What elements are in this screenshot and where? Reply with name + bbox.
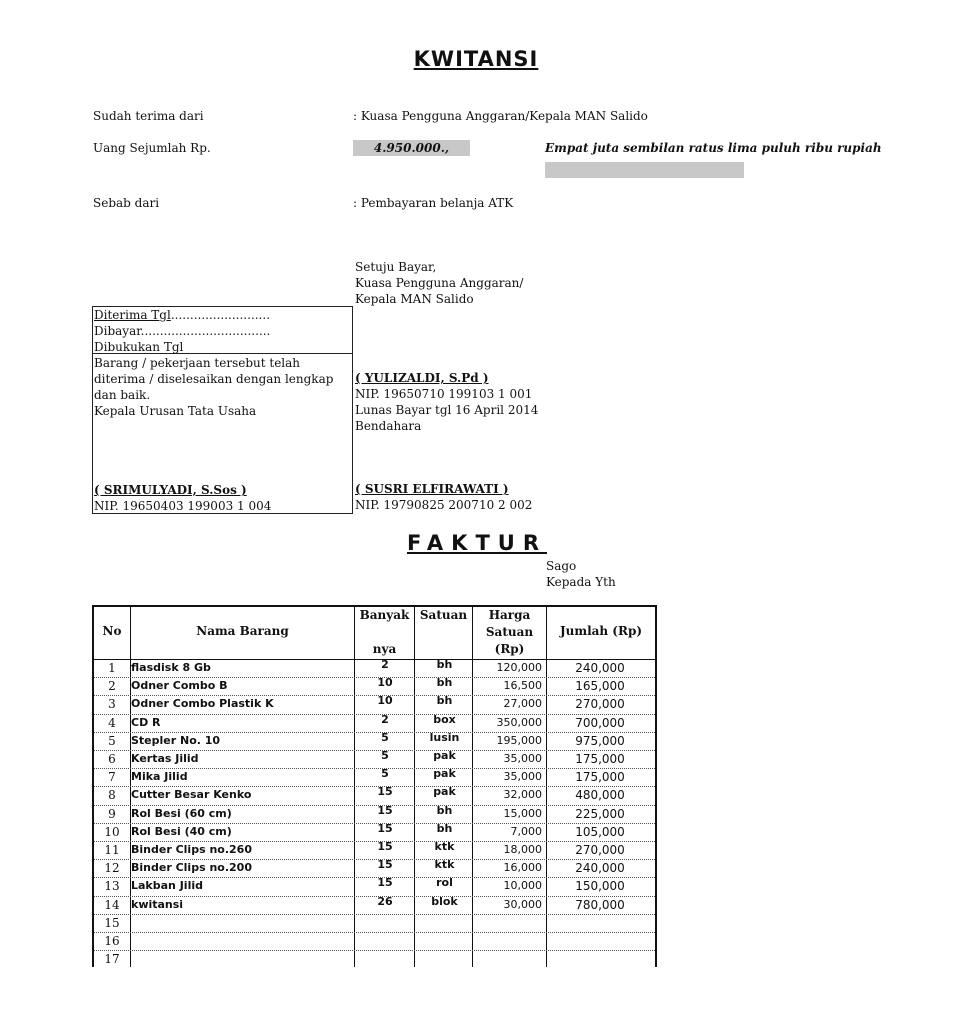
row-no: 8 xyxy=(108,788,116,803)
approver-name: ( YULIZALDI, S.Pd ) xyxy=(355,371,489,385)
received-date-row xyxy=(94,307,270,323)
row-no: 7 xyxy=(108,770,116,785)
row-no: 4 xyxy=(108,715,116,730)
row-total: 700,000 xyxy=(575,715,625,730)
row-unit: ktk xyxy=(434,840,455,853)
tata-usaha-name: ( SRIMULYADI, S.Sos ) xyxy=(94,483,247,497)
paid-row xyxy=(94,323,270,339)
purpose-value: : Pembayaran belanja ATK xyxy=(353,196,514,210)
row-qty: 10 xyxy=(377,694,393,708)
row-price: 15,000 xyxy=(503,806,542,820)
row-name: Binder Clips no.260 xyxy=(131,843,252,856)
row-price: 7,000 xyxy=(510,824,542,838)
row-qty: 15 xyxy=(377,785,393,799)
row-no: 3 xyxy=(108,697,116,712)
row-no: 15 xyxy=(104,915,120,930)
tata-usaha-nip: NIP. 19650403 199003 1 004 xyxy=(94,499,272,513)
row-no: 13 xyxy=(104,879,120,894)
row-qty: 5 xyxy=(381,767,389,781)
row-qty: 2 xyxy=(381,658,389,671)
amount-words-bar xyxy=(545,162,744,178)
row-unit: bh xyxy=(436,694,453,708)
row-unit: rol xyxy=(436,876,453,890)
box-note-1: Barang / pekerjaan tersebut telah xyxy=(94,356,301,370)
approve-line1: Setuju Bayar, xyxy=(355,260,437,274)
row-total: 780,000 xyxy=(575,897,625,912)
amount-value: 4.950.000., xyxy=(353,140,470,156)
kwitansi-title: KWITANSI xyxy=(413,47,539,71)
row-name: Rol Besi (60 cm) xyxy=(131,806,232,820)
row-total: 165,000 xyxy=(575,679,625,694)
faktur-place: Sago xyxy=(546,559,577,573)
purpose-label: Sebab dari xyxy=(93,196,160,210)
row-unit: bh xyxy=(436,658,453,671)
faktur-table xyxy=(92,605,657,967)
row-divider xyxy=(94,914,655,915)
row-total: 270,000 xyxy=(575,843,625,857)
header-price-3: (Rp) xyxy=(494,642,525,656)
row-qty: 5 xyxy=(381,749,389,762)
treasurer-title: Bendahara xyxy=(355,419,422,433)
row-unit: pak xyxy=(433,749,456,762)
row-no: 5 xyxy=(108,733,116,748)
received-from-value: : Kuasa Pengguna Anggaran/Kepala MAN Salido xyxy=(353,109,648,123)
paid-label: Dibayar xyxy=(94,324,141,338)
row-name: Kertas Jilid xyxy=(131,752,199,765)
row-qty: 15 xyxy=(377,876,393,890)
row-unit: box xyxy=(433,712,456,726)
row-price: 27,000 xyxy=(503,697,542,711)
row-price: 30,000 xyxy=(503,897,542,911)
row-qty: 5 xyxy=(381,730,389,744)
row-unit: pak xyxy=(433,767,456,781)
amount-label: Uang Sejumlah Rp. xyxy=(93,141,211,155)
row-no: 9 xyxy=(108,806,116,821)
row-qty: 15 xyxy=(377,840,393,853)
row-price: 120,000 xyxy=(496,661,542,674)
row-unit: ktk xyxy=(434,858,455,872)
header-no: No xyxy=(102,624,122,638)
row-total: 975,000 xyxy=(575,733,625,748)
row-qty: 2 xyxy=(381,712,389,726)
row-price: 32,000 xyxy=(503,788,542,802)
row-total: 240,000 xyxy=(575,661,625,675)
row-qty: 10 xyxy=(377,676,393,690)
row-qty: 15 xyxy=(377,821,393,835)
header-unit: Satuan xyxy=(419,608,468,622)
receipt-box xyxy=(92,306,353,514)
row-no: 14 xyxy=(104,897,120,912)
row-unit: lusin xyxy=(429,730,460,744)
row-price: 35,000 xyxy=(503,770,542,784)
row-name: Mika Jilid xyxy=(131,770,188,784)
box-note-4: Kepala Urusan Tata Usaha xyxy=(94,404,257,418)
row-price: 195,000 xyxy=(496,733,542,747)
row-no: 17 xyxy=(104,952,120,967)
amount-words: Empat juta sembilan ratus lima puluh ribu rupiah xyxy=(545,141,882,155)
row-name: CD R xyxy=(131,715,161,729)
row-total: 105,000 xyxy=(575,824,625,839)
row-total: 480,000 xyxy=(575,788,625,803)
row-no: 2 xyxy=(108,679,116,694)
row-unit: pak xyxy=(433,785,456,799)
paid-date: Lunas Bayar tgl 16 April 2014 xyxy=(355,403,539,417)
row-qty: 15 xyxy=(377,803,393,817)
row-total: 150,000 xyxy=(575,879,625,894)
row-total: 175,000 xyxy=(575,752,625,766)
row-no: 12 xyxy=(104,861,120,876)
row-divider xyxy=(94,932,655,933)
row-unit: blok xyxy=(431,894,458,908)
row-unit: bh xyxy=(436,676,453,690)
row-price: 16,000 xyxy=(503,861,542,875)
row-price: 16,500 xyxy=(503,679,542,693)
paid-dots: .................................. xyxy=(140,324,271,338)
treasurer-nip: NIP. 19790825 200710 2 002 xyxy=(355,498,533,512)
row-no: 10 xyxy=(104,824,120,839)
approve-line2: Kuasa Pengguna Anggaran/ xyxy=(355,276,524,290)
row-name: Odner Combo Plastik K xyxy=(131,697,274,711)
row-name: Lakban Jilid xyxy=(131,879,203,893)
approver-nip: NIP. 19650710 199103 1 001 xyxy=(355,387,533,401)
row-qty: 15 xyxy=(377,858,393,872)
box-note-2: diterima / diselesaikan dengan lengkap xyxy=(94,372,334,386)
received-from-label: Sudah terima dari xyxy=(93,109,204,123)
row-no: 6 xyxy=(108,752,116,766)
row-price: 350,000 xyxy=(496,715,542,729)
box-note-3: dan baik. xyxy=(94,388,151,402)
header-price-2: Satuan xyxy=(485,625,534,639)
row-no: 16 xyxy=(104,934,120,948)
faktur-to: Kepada Yth xyxy=(546,575,616,589)
row-name: Cutter Besar Kenko xyxy=(131,788,252,802)
row-name: Rol Besi (40 cm) xyxy=(131,824,232,838)
header-total: Jumlah (Rp) xyxy=(559,624,643,638)
row-total: 175,000 xyxy=(575,770,625,785)
header-name: Nama Barang xyxy=(196,624,289,638)
received-date-label: Diterima Tgl xyxy=(94,308,171,322)
row-unit: bh xyxy=(436,821,453,835)
row-name: Binder Clips no.200 xyxy=(131,861,252,875)
row-price: 18,000 xyxy=(503,843,542,856)
header-qty-bottom: nya xyxy=(372,642,397,656)
received-date-dots: .......................... xyxy=(170,308,271,322)
row-name: Stepler No. 10 xyxy=(131,733,221,747)
faktur-title: FAKTUR xyxy=(406,531,547,555)
row-qty: 26 xyxy=(377,894,393,908)
treasurer-name: ( SUSRI ELFIRAWATI ) xyxy=(355,482,509,496)
row-total: 225,000 xyxy=(575,806,625,821)
header-price-1: Harga xyxy=(488,608,531,622)
row-name: Odner Combo B xyxy=(131,679,228,693)
row-name: kwitansi xyxy=(131,897,184,911)
row-price: 10,000 xyxy=(503,879,542,893)
booked-label: Dibukukan Tgl xyxy=(94,340,184,354)
approve-line3: Kepala MAN Salido xyxy=(355,292,474,306)
row-total: 270,000 xyxy=(575,697,625,712)
row-no: 1 xyxy=(108,661,116,675)
row-unit: bh xyxy=(436,803,453,817)
row-price: 35,000 xyxy=(503,752,542,765)
row-divider xyxy=(94,950,655,951)
header-qty-top: Banyak xyxy=(359,608,410,622)
row-name: flasdisk 8 Gb xyxy=(131,661,211,674)
row-total: 240,000 xyxy=(575,861,625,876)
row-no: 11 xyxy=(104,843,120,857)
